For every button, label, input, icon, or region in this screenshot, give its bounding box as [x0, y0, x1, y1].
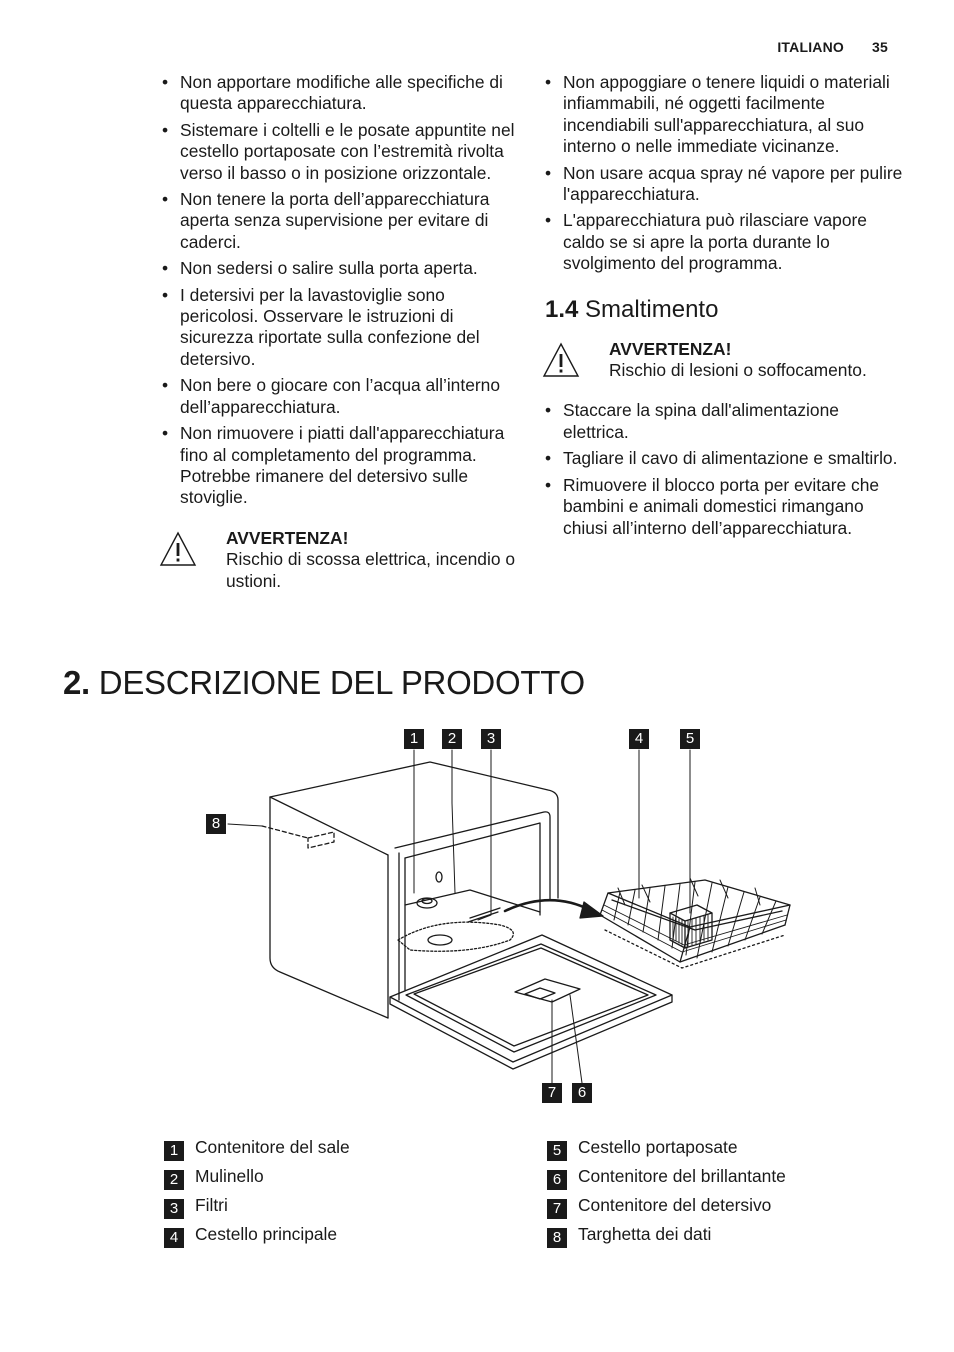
warning-box	[162, 528, 518, 592]
page-header	[749, 39, 888, 55]
list-item: • Non appoggiare o tenere liquidi o materiali infiammabili, né oggetti facilmente incendiabili sull'apparecchiatura, al suo interno o nelle immediate vicinanze.	[545, 72, 905, 158]
list-item: • Tagliare il cavo di alimentazione e smaltirlo.	[545, 448, 905, 469]
section-number: 1.4	[545, 295, 579, 323]
callout-7: 7	[542, 1083, 562, 1103]
warning-text: Rischio di scossa elettrica, incendio o ustioni.	[226, 549, 516, 591]
right-column	[545, 72, 905, 544]
legend-item	[164, 1162, 350, 1191]
legend-number: 3	[164, 1199, 184, 1219]
dishwasher-interior	[398, 890, 540, 951]
legend-label: Cestello principale	[195, 1224, 338, 1244]
warning-triangle-icon	[542, 342, 580, 378]
callout-1: 1	[404, 729, 424, 749]
chapter-title: DESCRIZIONE DEL PRODOTTO	[98, 664, 585, 701]
list-item: • Non usare acqua spray né vapore per pulire l'apparecchiatura.	[545, 163, 905, 206]
list-item: • Staccare la spina dall'alimentazione elettrica.	[545, 400, 905, 443]
disposal-list	[545, 400, 905, 538]
legend-label: Filtri	[195, 1195, 228, 1215]
legend-number: 8	[547, 1228, 567, 1248]
list-item: • Non bere o giocare con l’acqua all’interno dell’apparecchiatura.	[162, 375, 518, 418]
legend-item	[547, 1191, 786, 1220]
list-item: • Sistemare i coltelli e le posate appuntite nel cestello portaposate con l’estremità rivolta verso il basso o in posizione orizzontale.	[162, 120, 518, 184]
callout-4: 4	[629, 729, 649, 749]
legend-right	[547, 1133, 786, 1249]
callout-lines	[228, 750, 690, 1083]
curved-arrow	[505, 900, 603, 918]
list-item: • Non apportare modifiche alle specifiche di questa apparecchiatura.	[162, 72, 518, 115]
legend-label: Contenitore del brillantante	[578, 1166, 786, 1186]
callout-2: 2	[442, 729, 462, 749]
callout-5: 5	[680, 729, 700, 749]
legend-item	[164, 1191, 350, 1220]
legend-item	[547, 1220, 786, 1249]
header-language: ITALIANO	[777, 39, 845, 55]
list-item: • L'apparecchiatura può rilasciare vapore caldo se si apre la porta durante lo svolgimento del programma.	[545, 210, 905, 274]
section-title: Smaltimento	[585, 295, 719, 323]
warning-title: AVVERTENZA!	[226, 527, 349, 548]
legend-label: Targhetta dei dati	[578, 1224, 712, 1244]
chapter-number: 2.	[63, 664, 90, 701]
dishwasher-door	[390, 935, 672, 1069]
list-item: • Non rimuovere i piatti dall'apparecchiatura fino al completamento del programma. Potrebbe rimanere del detersivo sulle stoviglie.	[162, 423, 518, 509]
legend-number: 7	[547, 1199, 567, 1219]
legend-item	[547, 1162, 786, 1191]
legend-number: 4	[164, 1228, 184, 1248]
warning-box	[545, 339, 905, 382]
warning-title: AVVERTENZA!	[609, 338, 732, 359]
legend-item	[164, 1133, 350, 1162]
legend-number: 5	[547, 1141, 567, 1161]
chapter-heading	[63, 664, 585, 702]
legend-number: 6	[547, 1170, 567, 1190]
list-item: • Rimuovere il blocco porta per evitare che bambini e animali domestici rimangano chiusi all’interno dell’apparecchiatura.	[545, 475, 905, 539]
legend-label: Contenitore del sale	[195, 1137, 350, 1157]
list-item: • Non tenere la porta dell’apparecchiatura aperta senza supervisione per evitare di caderci.	[162, 189, 518, 253]
list-item: • Non sedersi o salire sulla porta aperta.	[162, 258, 518, 279]
main-basket	[600, 878, 790, 968]
legend-number: 1	[164, 1141, 184, 1161]
legend-label: Contenitore del detersivo	[578, 1195, 772, 1215]
dishwasher-cabinet	[262, 762, 558, 1018]
warning-text: Rischio di lesioni o soffocamento.	[609, 360, 867, 381]
list-item: • I detersivi per la lavastoviglie sono pericolosi. Osservare le istruzioni di sicurezza riportate sulla confezione del detersivo.	[162, 285, 518, 371]
legend-label: Cestello portaposate	[578, 1137, 738, 1157]
section-heading	[545, 296, 905, 324]
legend-label: Mulinello	[195, 1166, 264, 1186]
legend-number: 2	[164, 1170, 184, 1190]
left-column	[162, 72, 518, 592]
page-number: 35	[872, 39, 888, 55]
legend-item	[547, 1133, 786, 1162]
callout-3: 3	[481, 729, 501, 749]
cutlery-basket	[670, 905, 712, 948]
safety-list-left	[162, 72, 518, 509]
safety-list-right	[545, 72, 905, 275]
legend-item	[164, 1220, 350, 1249]
warning-triangle-icon	[159, 531, 197, 567]
legend-left	[164, 1133, 350, 1249]
callout-8: 8	[206, 814, 226, 834]
callout-6: 6	[572, 1083, 592, 1103]
